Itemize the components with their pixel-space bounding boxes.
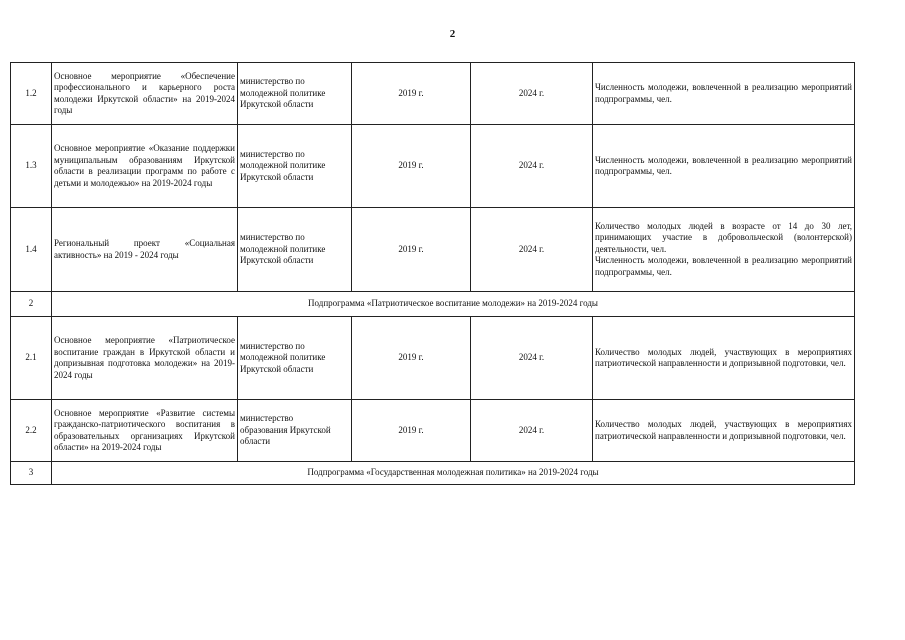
executor-line: Иркутской области	[240, 99, 314, 110]
executor-line: молодежной политике	[240, 87, 326, 98]
row-number: 1.4	[11, 208, 52, 292]
executor-line: министерство	[240, 413, 294, 424]
subprogram-row	[11, 462, 855, 485]
row-number: 1.2	[11, 63, 52, 125]
executor-line: молодежной политике	[240, 352, 326, 363]
event-name: Региональный проект «Социальная активность» на 2019 - 2024 годы	[52, 208, 238, 292]
indicator-text: Количество молодых людей, участвующих в мероприятиях патриотической направленности и допризывной подготовки, чел.	[595, 419, 852, 441]
start-year: 2019 г.	[352, 125, 471, 208]
end-year: 2024 г.	[471, 63, 593, 125]
event-name: Основное мероприятие «Развитие системы гражданско-патриотического воспитания в образовательных организациях Иркутской области» на 2019-2024 годы	[52, 400, 238, 462]
executor-line: Иркутской области	[240, 363, 314, 374]
subprogram-number: 2	[11, 292, 52, 317]
start-year: 2019 г.	[352, 208, 471, 292]
row-number: 1.3	[11, 125, 52, 208]
end-year: 2024 г.	[471, 400, 593, 462]
start-year: 2019 г.	[352, 317, 471, 400]
table-row	[11, 63, 855, 125]
executor-line: министерство по	[240, 340, 305, 351]
event-name: Основное мероприятие «Патриотическое воспитание граждан в Иркутской области и допризывная подготовка молодежи» на 2019-2024 годы	[52, 317, 238, 400]
row-number: 2.2	[11, 400, 52, 462]
table-row	[11, 400, 855, 462]
end-year: 2024 г.	[471, 125, 593, 208]
start-year: 2019 г.	[352, 63, 471, 125]
indicator	[593, 125, 855, 208]
executor-line: молодежной политике	[240, 243, 326, 254]
subprogram-title: Подпрограмма «Государственная молодежная политика» на 2019-2024 годы	[52, 462, 855, 485]
executor-line: образования Иркутской	[240, 424, 331, 435]
subprogram-number: 3	[11, 462, 52, 485]
program-table	[10, 62, 855, 485]
executor-line: области	[240, 436, 271, 447]
indicator-text: Численность молодежи, вовлеченной в реализацию мероприятий подпрограммы, чел.	[595, 255, 852, 277]
executor	[238, 208, 352, 292]
subprogram-title: Подпрограмма «Патриотическое воспитание молодежи» на 2019-2024 годы	[52, 292, 855, 317]
indicator	[593, 208, 855, 292]
indicator-text: Численность молодежи, вовлеченной в реализацию мероприятий подпрограммы, чел.	[595, 154, 852, 176]
row-number: 2.1	[11, 317, 52, 400]
table-row	[11, 208, 855, 292]
table-row	[11, 125, 855, 208]
event-name: Основное мероприятие «Обеспечение профессионального и карьерного роста молодежи Иркутской области» на 2019-2024 годы	[52, 63, 238, 125]
executor	[238, 125, 352, 208]
executor-line: министерство по	[240, 148, 305, 159]
executor-line: министерство по	[240, 76, 305, 87]
indicator	[593, 317, 855, 400]
executor-line: молодежной политике	[240, 160, 326, 171]
indicator-text: Численность молодежи, вовлеченной в реализацию мероприятий подпрограммы, чел.	[595, 82, 852, 104]
executor	[238, 317, 352, 400]
executor-line: министерство по	[240, 232, 305, 243]
start-year: 2019 г.	[352, 400, 471, 462]
event-name: Основное мероприятие «Оказание поддержки муниципальным образованиям Иркутской области в реализации программ по работе с детьми и молодежью» на 2019-2024 годы	[52, 125, 238, 208]
table-row	[11, 317, 855, 400]
indicator	[593, 400, 855, 462]
end-year: 2024 г.	[471, 317, 593, 400]
indicator-text: Количество молодых людей в возрасте от 14 до 30 лет, принимающих участие в добровольческой (волонтерской) деятельности, чел.	[595, 220, 852, 254]
executor-line: Иркутской области	[240, 255, 314, 266]
executor	[238, 63, 352, 125]
indicator-text: Количество молодых людей, участвующих в мероприятиях патриотической направленности и допризывной подготовки, чел.	[595, 346, 852, 368]
indicator	[593, 63, 855, 125]
subprogram-row	[11, 292, 855, 317]
end-year: 2024 г.	[471, 208, 593, 292]
executor	[238, 400, 352, 462]
page-number: 2	[449, 28, 456, 40]
executor-line: Иркутской области	[240, 171, 314, 182]
